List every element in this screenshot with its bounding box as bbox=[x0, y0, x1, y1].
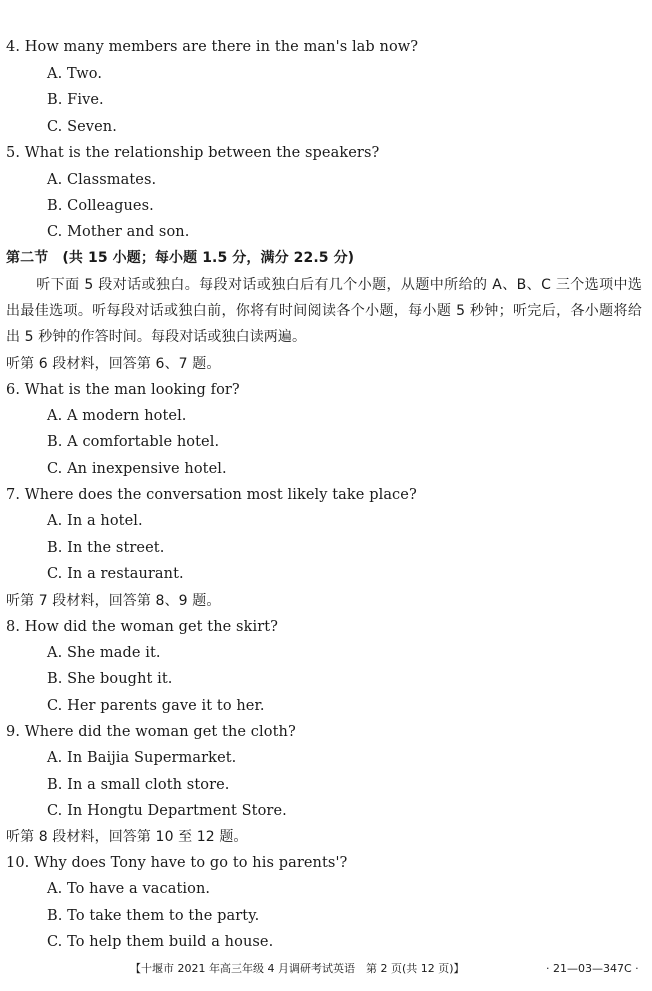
question-4: 4. How many members are there in the man's lab now? bbox=[6, 39, 419, 55]
q8-option-b: B. She bought it. bbox=[47, 671, 173, 687]
section-2-instructions bbox=[6, 272, 642, 350]
q4-option-b: B. Five. bbox=[47, 92, 104, 108]
q10-option-a: A. To have a vacation. bbox=[47, 881, 211, 897]
question-5: 5. What is the relationship between the speakers? bbox=[6, 145, 380, 161]
question-9: 9. Where did the woman get the cloth? bbox=[6, 724, 296, 740]
q7-option-c: C. In a restaurant. bbox=[47, 566, 184, 582]
q4-option-c: C. Seven. bbox=[47, 119, 117, 135]
q8-option-a: A. She made it. bbox=[47, 645, 161, 661]
question-8: 8. How did the woman get the skirt? bbox=[6, 619, 279, 635]
q5-option-b: B. Colleagues. bbox=[47, 198, 154, 214]
material-8-note: 听第 8 段材料，回答第 10 至 12 题。 bbox=[6, 829, 248, 845]
material-6-note: 听第 6 段材料，回答第 6、7 题。 bbox=[6, 356, 221, 372]
q4-option-a: A. Two. bbox=[47, 66, 103, 82]
question-10: 10. Why does Tony have to go to his parents'? bbox=[6, 855, 348, 871]
footer-code: · 21—03—347C · bbox=[546, 962, 639, 975]
q6-option-a: A. A modern hotel. bbox=[47, 408, 187, 424]
instructions-text: 听下面 5 段对话或独白。每段对话或独白后有几个小题，从题中所给的 A、B、C 三个选项中选出最佳选项。听每段对话或独白前，你将有时间阅读各个小题，每小题 5 秒钟；听完后，各小题将给出 5 秒钟的作答时间。每段对话或独白读两遍。 bbox=[6, 277, 642, 345]
q10-option-c: C. To help them build a house. bbox=[47, 934, 274, 950]
section-2-heading: 第二节 (共 15 小题；每小题 1.5 分，满分 22.5 分) bbox=[6, 250, 355, 266]
q9-option-a: A. In Baijia Supermarket. bbox=[47, 750, 237, 766]
q6-option-c: C. An inexpensive hotel. bbox=[47, 461, 227, 477]
footer-exam-title: 【十堰市 2021 年高三年级 4 月调研考试英语 第 2 页(共 12 页)】 bbox=[130, 962, 465, 975]
question-7: 7. Where does the conversation most likely take place? bbox=[6, 487, 417, 503]
q7-option-b: B. In the street. bbox=[47, 540, 165, 556]
q9-option-c: C. In Hongtu Department Store. bbox=[47, 803, 287, 819]
material-7-note: 听第 7 段材料，回答第 8、9 题。 bbox=[6, 593, 221, 609]
q10-option-b: B. To take them to the party. bbox=[47, 908, 260, 924]
q5-option-a: A. Classmates. bbox=[47, 172, 157, 188]
q8-option-c: C. Her parents gave it to her. bbox=[47, 698, 265, 714]
q5-option-c: C. Mother and son. bbox=[47, 224, 190, 240]
q7-option-a: A. In a hotel. bbox=[47, 513, 143, 529]
question-6: 6. What is the man looking for? bbox=[6, 382, 240, 398]
q9-option-b: B. In a small cloth store. bbox=[47, 777, 230, 793]
q6-option-b: B. A comfortable hotel. bbox=[47, 434, 220, 450]
